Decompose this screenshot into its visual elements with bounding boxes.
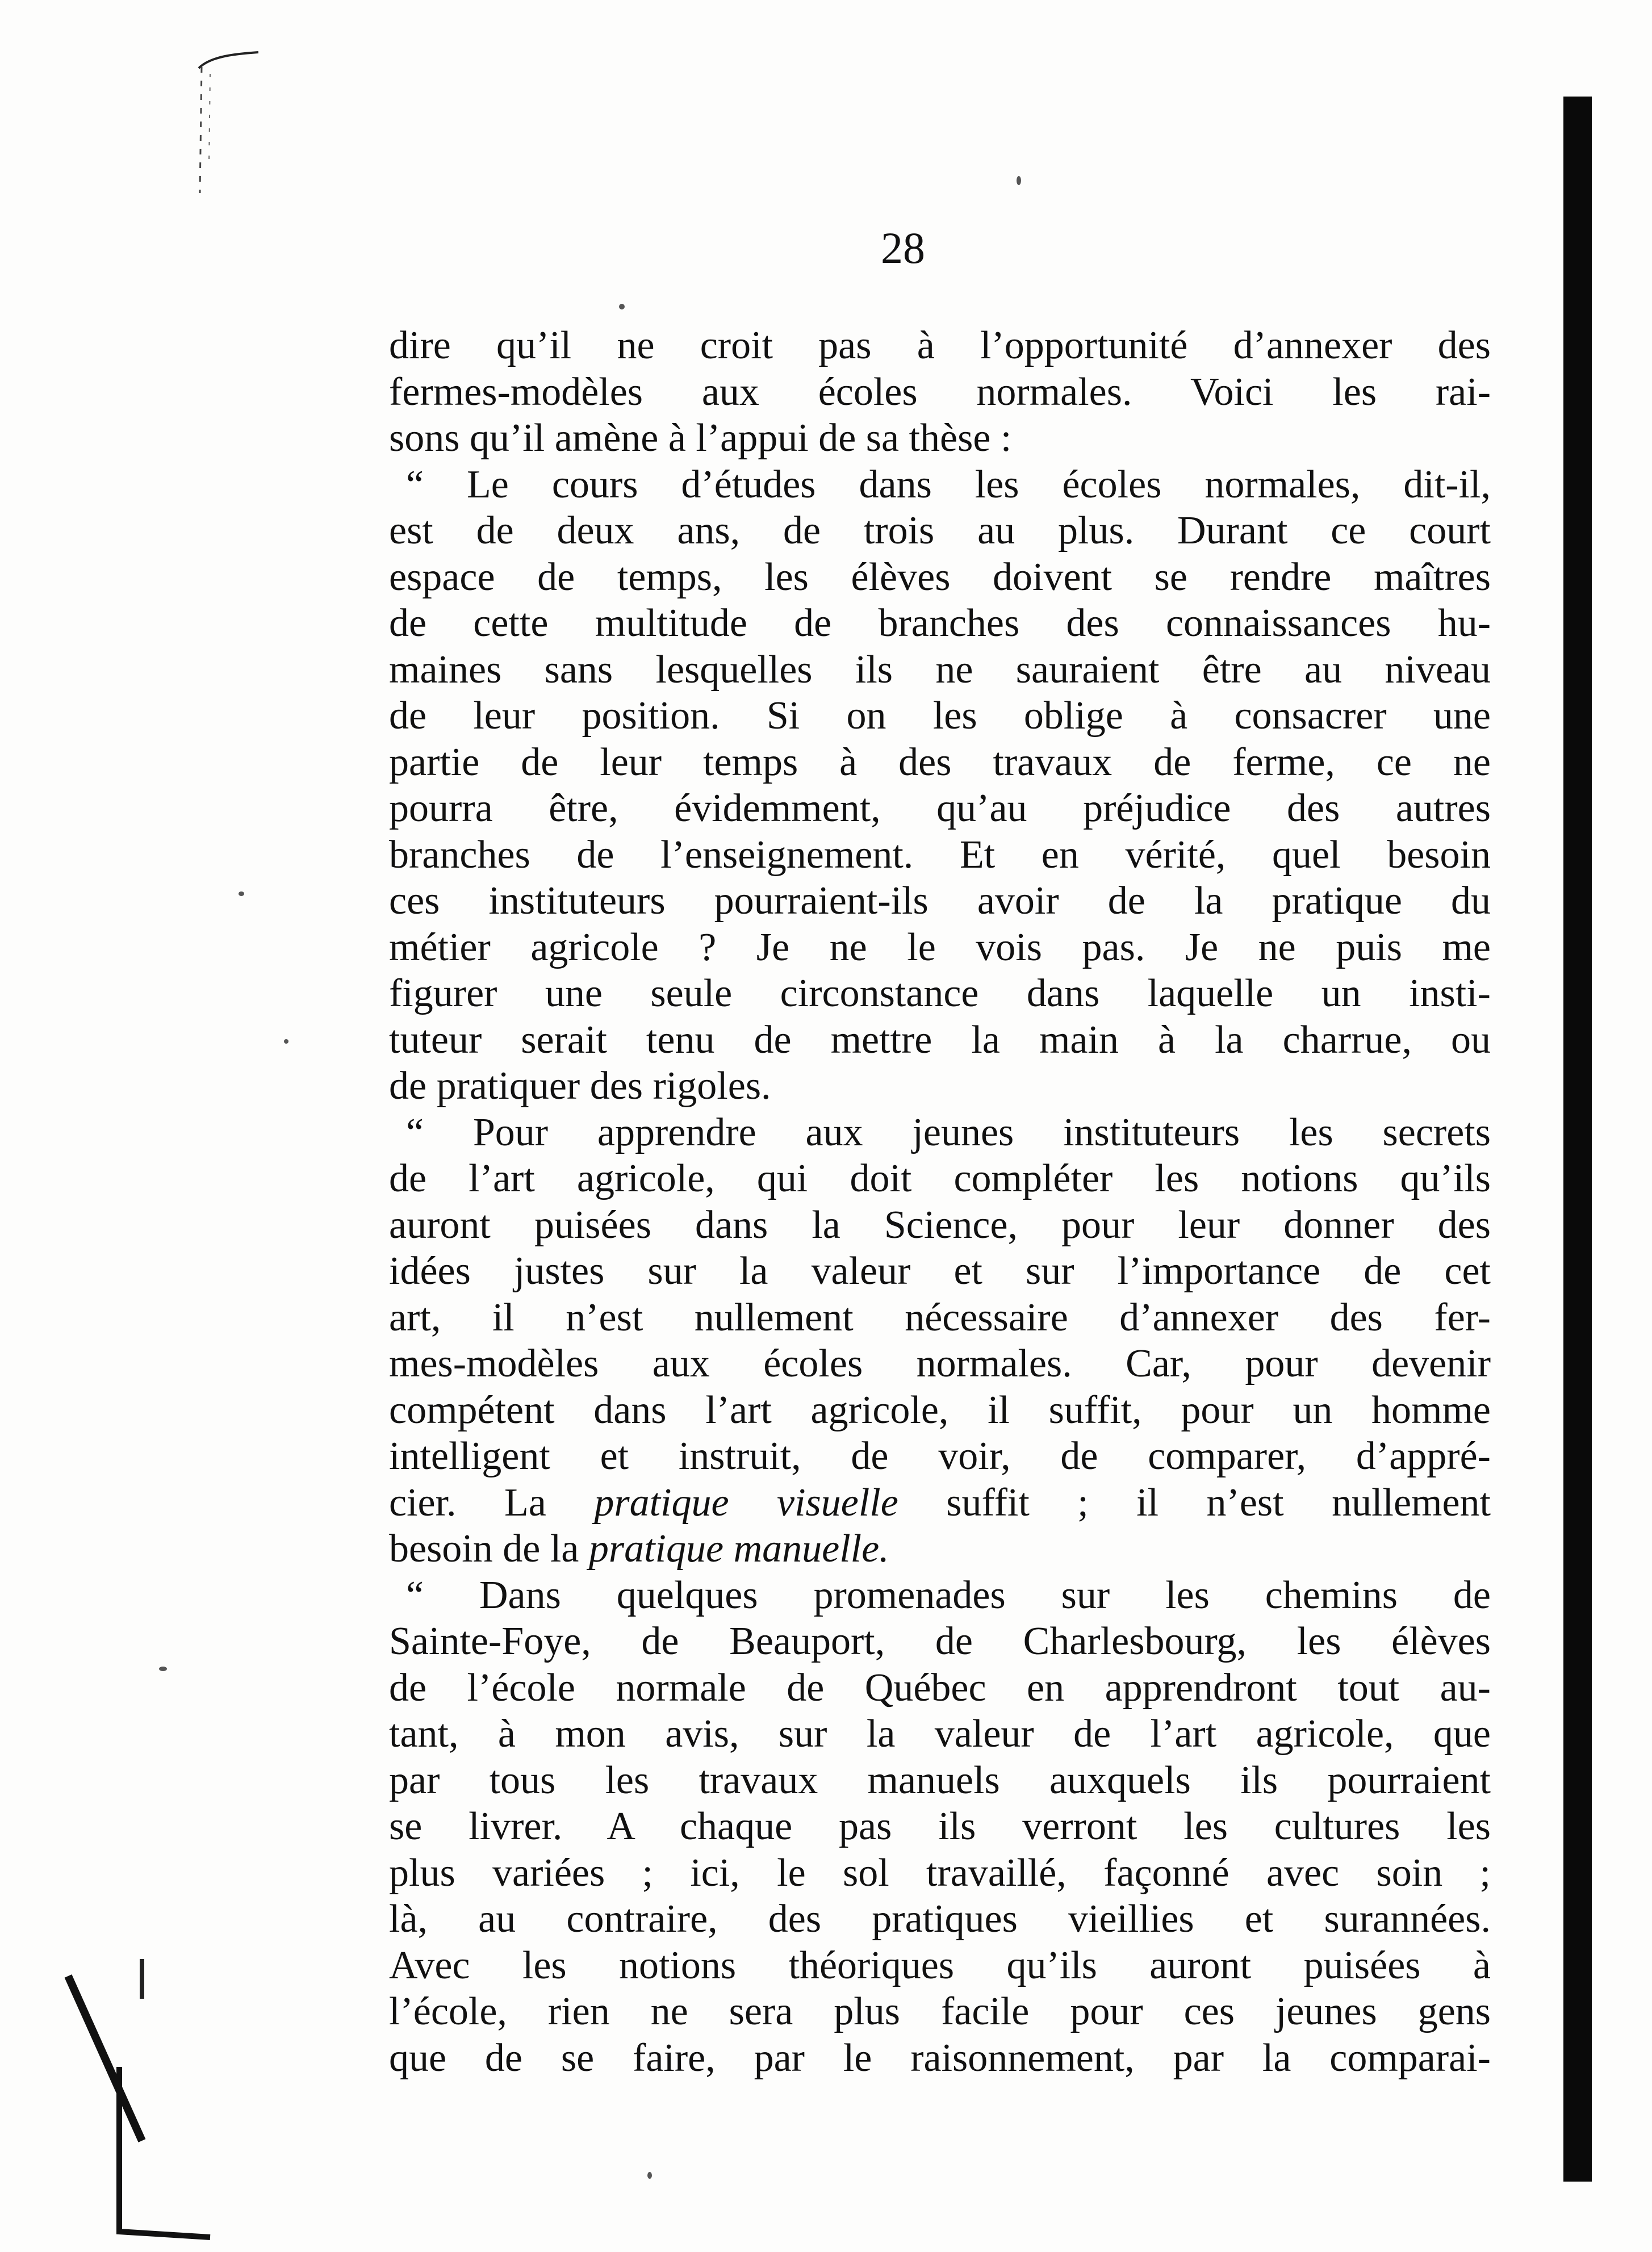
text-line: Avec les notions théoriques qu’ils auront puisées à: [389, 1943, 1491, 1987]
text-line: là, au contraire, des pratiques vieillies et surannées.: [389, 1897, 1491, 1941]
text-line: tant, à mon avis, sur la valeur de l’art agricole, que: [389, 1712, 1491, 1756]
page-number: 28: [881, 223, 925, 273]
text-line: espace de temps, les élèves doivent se rendre maîtres: [389, 555, 1491, 599]
scan-speck: [284, 1039, 288, 1044]
text-line: ces instituteurs pourraient-ils avoir de la pratique du: [389, 879, 1491, 923]
scan-speck: [159, 1667, 167, 1671]
text-line: de pratiquer des rigoles.: [389, 1064, 771, 1108]
text-line: par tous les travaux manuels auxquels ils pourraient: [389, 1758, 1491, 1802]
text-line: pourra être, évidemment, qu’au préjudice des autres: [389, 786, 1491, 830]
text-line: figurer une seule circonstance dans laquelle un insti-: [389, 972, 1491, 1015]
text-line: plus variées ; ici, le sol travaillé, façonné avec soin ;: [389, 1851, 1491, 1895]
scan-speck: [619, 304, 625, 309]
italic-phrase: pratique visuelle: [594, 1480, 898, 1525]
text-line: “ Pour apprendre aux jeunes instituteurs les secrets: [406, 1110, 1491, 1154]
text-line: que de se faire, par le raisonnement, par la comparai-: [389, 2036, 1491, 2080]
text-line: l’école, rien ne sera plus facile pour ces jeunes gens: [389, 1990, 1491, 2033]
text-line: partie de leur temps à des travaux de ferme, ce ne: [389, 740, 1491, 784]
binding-shadow: [1563, 97, 1592, 2182]
body-text: [389, 323, 1491, 2081]
text-line: “ Le cours d’études dans les écoles normales, dit-il,: [406, 462, 1491, 507]
text-line: auront puisées dans la Science, pour leur donner des: [389, 1203, 1491, 1247]
text-line: de leur position. Si on les oblige à consacrer une: [389, 694, 1491, 738]
text-fragment: besoin de la: [389, 1527, 579, 1571]
scan-speck: [647, 2172, 652, 2179]
text-line: “ Dans quelques promenades sur les chemins de: [406, 1573, 1491, 1617]
text-fragment: suffit ; il n’est nullement: [898, 1480, 1491, 1525]
text-line: idées justes sur la valeur et sur l’importance de cet: [389, 1249, 1491, 1293]
scan-artifact-mark: [187, 51, 261, 216]
text-line: fermes-modèles aux écoles normales. Voici les rai-: [389, 370, 1491, 414]
text-line: mes-modèles aux écoles normales. Car, pour devenir: [389, 1342, 1491, 1385]
text-line: de cette multitude de branches des connaissances hu-: [389, 601, 1491, 645]
scan-speck: [239, 891, 244, 896]
text-line: branches de l’enseignement. Et en vérité, quel besoin: [389, 832, 1491, 877]
text-line: intelligent et instruit, de voir, de comparer, d’appré-: [389, 1434, 1491, 1478]
text-line: sons qu’il amène à l’appui de sa thèse :: [389, 416, 1012, 460]
text-line: métier agricole ? Je ne le vois pas. Je ne puis me: [389, 925, 1491, 969]
text-line: est de deux ans, de trois au plus. Durant ce court: [389, 509, 1491, 552]
text-line: dire qu’il ne croit pas à l’opportunité d’annexer des: [389, 324, 1491, 367]
text-line: [389, 1480, 1491, 1526]
text-line: maines sans lesquelles ils ne sauraient être au niveau: [389, 647, 1491, 692]
text-line: art, il n’est nullement nécessaire d’annexer des fer-: [389, 1295, 1491, 1340]
text-line: de l’école normale de Québec en apprendront tout au-: [389, 1665, 1491, 1710]
text-line: de l’art agricole, qui doit compléter les notions qu’ils: [389, 1157, 1491, 1200]
text-line: tuteur serait tenu de mettre la main à la charrue, ou: [389, 1018, 1491, 1062]
text-line: [389, 1526, 1491, 1572]
text-line: se livrer. A chaque pas ils verront les cultures les: [389, 1805, 1491, 1848]
scan-artifact-mark-bottom: [57, 1953, 227, 2249]
scan-speck: [1017, 176, 1021, 185]
text-line: compétent dans l’art agricole, il suffit, pour un homme: [389, 1388, 1491, 1432]
italic-phrase: pratique manuelle.: [588, 1527, 889, 1571]
text-fragment: cier. La: [389, 1480, 546, 1525]
text-line: Sainte-Foye, de Beauport, de Charlesbourg, les élèves: [389, 1619, 1491, 1663]
